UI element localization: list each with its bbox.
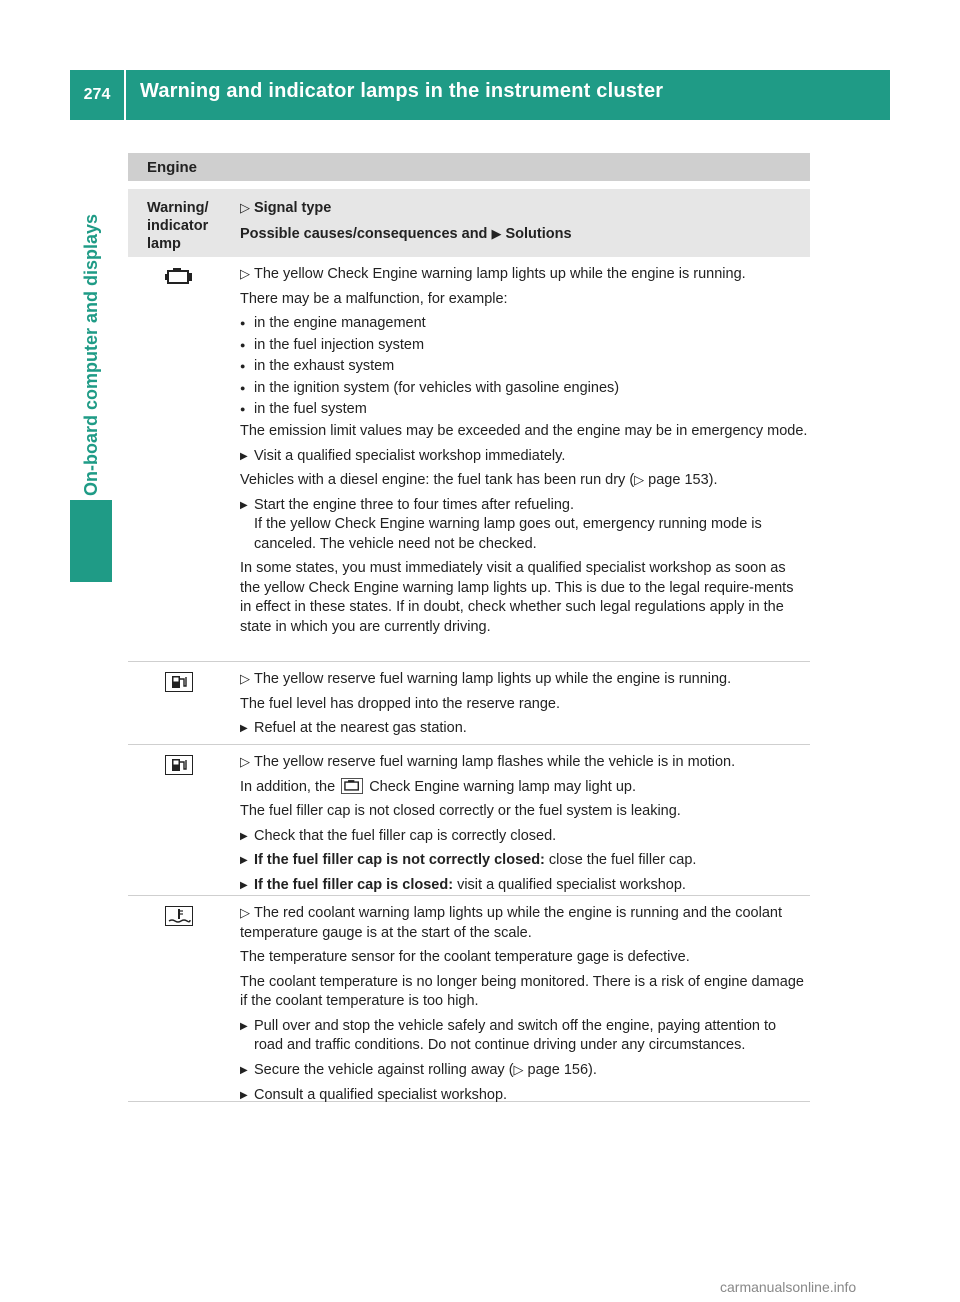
signal-type-label: Signal type [254,200,332,216]
table-row [128,896,810,1102]
table-row [128,662,810,745]
section-title: Engine [128,153,810,181]
cause-text: The temperature sensor for the coolant temperature gage is defective. [240,949,690,966]
signal-icon: ▷ [240,266,250,281]
coolant-icon [165,906,193,926]
fuel-reserve-icon [165,672,193,692]
action-item: ▶ Consult a qualified specialist workshop. [240,1086,808,1106]
list-item: ● in the fuel system [240,400,808,420]
list-item: ● in the engine management [240,314,808,334]
page-ref-icon: ▷ [634,472,645,488]
cause-text: The fuel level has dropped into the reserve range. [240,695,561,712]
col-header-lamp: Warning/ indicator lamp [147,200,209,253]
page-ref-icon: ▷ [513,1061,524,1077]
page-title: Warning and indicator lamps in the instrument cluster [140,80,664,102]
signal-icon: ▷ [240,754,250,769]
causes-label: Possible causes/consequences and [240,225,488,242]
page-ref: page 156). [527,1061,597,1078]
list-item: ● in the fuel injection system [240,336,808,356]
fuel-reserve-icon [165,755,193,775]
check-engine-icon [165,267,193,287]
page-number: 274 [70,70,126,120]
solutions-label: Solutions [505,225,572,242]
page-ref: page 153). [648,472,718,489]
side-tab [70,500,112,582]
cause-text-part: In addition, the [240,778,336,795]
cause-text: The emission limit values may be exceeded and the engine may be in emergency mode. [240,422,808,439]
action-text: visit a qualified specialist workshop. [457,876,686,893]
list-item: ● in the exhaust system [240,357,808,377]
action-condition: If the fuel filler cap is closed: [254,876,454,893]
list-item: ● in the ignition system (for vehicles with gasoline engines) [240,379,808,399]
cause-text [240,471,808,491]
signal-icon: ▷ [240,671,250,686]
signal-text: The yellow reserve fuel warning lamp lights up while the engine is running. [254,671,732,687]
action-item: ▶ Check that the fuel filler cap is correctly closed. [240,827,808,847]
action-condition: If the fuel filler cap is not correctly closed: [254,852,545,869]
cause-text-part: Check Engine warning lamp may light up. [369,778,636,795]
action-text: Start the engine three to four times after refueling. [254,496,574,513]
action-item [240,876,808,896]
watermark: carmanualsonline.info [720,1279,857,1295]
action-text: close the fuel filler cap. [548,852,697,869]
signal-text: The yellow reserve fuel warning lamp flashes while the vehicle is in motion. [254,754,736,770]
action-item: ▶ Visit a qualified specialist workshop immediately. [240,447,808,467]
cause-text [240,778,808,798]
signal-type-icon: ▷ [240,200,250,215]
action-item [240,851,808,871]
action-item [240,1061,808,1081]
action-item: ▶ Refuel at the nearest gas station. [240,719,808,739]
solution-arrow-icon: ▶ [491,225,502,241]
signal-text: The red coolant warning lamp lights up while the engine is running and the coolant temperature gauge is at the start of the scale. [240,905,782,941]
cause-text: The fuel filler cap is not closed correctly or the fuel system is leaking. [240,803,681,820]
signal-icon: ▷ [240,905,250,920]
cause-text-part: Vehicles with a diesel engine: the fuel tank has been run dry ( [240,472,635,489]
table-row [128,257,810,662]
check-engine-icon [341,778,363,794]
action-item [240,496,808,555]
cause-text: In some states, you must immediately visit a qualified specialist workshop as soon as the yellow Check Engine warning lamp lights up. This is due to the legal require-ments in effect in these states. If in doubt, check whether such legal regulations apply in the state in which you are currently driving. [240,560,794,635]
signal-text: The yellow Check Engine warning lamp lights up while the engine is running. [254,266,746,282]
table-head [128,189,810,257]
col-header-signal [240,199,800,250]
action-item: ▶ Pull over and stop the vehicle safely and switch off the engine, paying attention to road and traffic conditions. Do not continue driving under any circumstances. [240,1017,808,1056]
side-label-text: On-board computer and displays [80,213,101,497]
table-row [128,745,810,896]
action-note: If the yellow Check Engine warning lamp goes out, emergency running mode is canceled. The vehicle need not be checked. [254,516,762,552]
action-text: Secure the vehicle against rolling away ( [254,1061,514,1078]
cause-text: The coolant temperature is no longer being monitored. There is a risk of engine damage if the coolant temperature is too high. [240,973,804,1010]
cause-text: There may be a malfunction, for example: [240,290,508,307]
